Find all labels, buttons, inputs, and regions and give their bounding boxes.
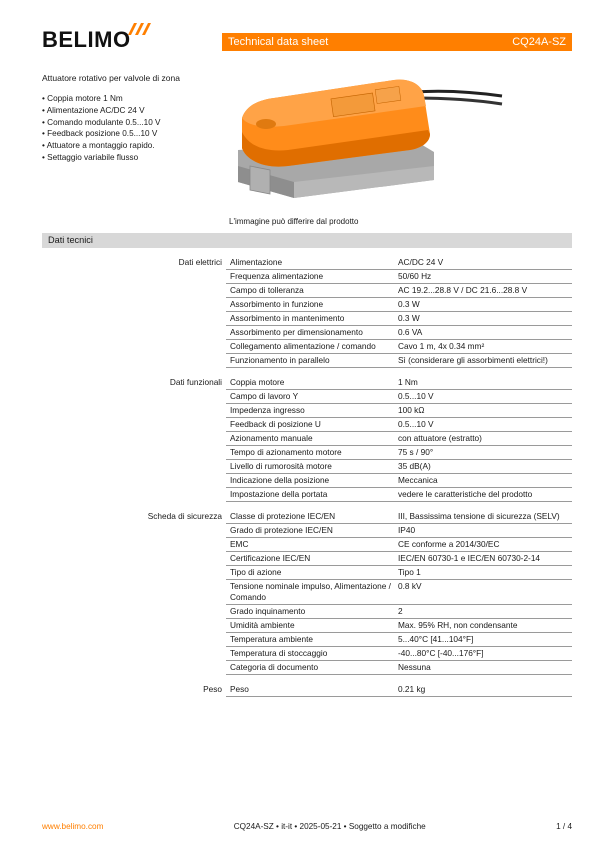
table-row (226, 474, 572, 488)
table-row (226, 390, 572, 404)
website-link[interactable]: www.belimo.com (42, 822, 104, 831)
technical-data (42, 256, 572, 705)
table-row (226, 340, 572, 354)
table-row (226, 432, 572, 446)
table-row (226, 418, 572, 432)
row-key: Coppia motore (230, 377, 285, 387)
feature-item: • Comando modulante 0.5...10 V (42, 117, 161, 129)
row-value: 1 Nm (398, 377, 418, 387)
table-row (226, 683, 572, 697)
table-row (226, 580, 572, 605)
row-key: Temperatura ambiente (230, 634, 314, 644)
row-key: Alimentazione (230, 257, 283, 267)
table-row (226, 566, 572, 580)
table-row (226, 619, 572, 633)
row-key: Assorbimento in funzione (230, 299, 324, 309)
feature-item: • Alimentazione AC/DC 24 V (42, 105, 161, 117)
row-value: 0.3 W (398, 299, 420, 309)
row-key: Azionamento manuale (230, 433, 313, 443)
table-row (226, 524, 572, 538)
group-label: Scheda di sicurezza (147, 511, 222, 521)
page-footer (42, 822, 572, 831)
row-value: Sì (considerare gli assorbimenti elettrici!) (398, 355, 548, 365)
row-value: IP40 (398, 525, 416, 535)
row-value: 5...40°C [41...104°F] (398, 634, 474, 644)
row-value: 50/60 Hz (398, 271, 432, 281)
row-value: Cavo 1 m, 4x 0.34 mm² (398, 341, 485, 351)
page-number: 1 / 4 (556, 822, 572, 831)
table-row (226, 446, 572, 460)
footer-info: CQ24A-SZ • it-it • 2025-05-21 • Soggetto a modifiche (233, 822, 426, 831)
table-row (226, 298, 572, 312)
row-key: Classe di protezione IEC/EN (230, 511, 336, 521)
row-value: 0.3 W (398, 313, 420, 323)
row-key: Funzionamento in parallelo (230, 355, 330, 365)
row-value: Tipo 1 (398, 567, 421, 577)
table-row (226, 326, 572, 340)
feature-item: • Attuatore a montaggio rapido. (42, 140, 161, 152)
row-key: Impedenza ingresso (230, 405, 305, 415)
table-row (226, 354, 572, 368)
group-weight (42, 683, 572, 697)
row-key: Collegamento alimentazione / comando (230, 341, 376, 351)
table-row (226, 605, 572, 619)
group-label: Dati elettrici (178, 257, 222, 267)
group-label: Peso (203, 684, 222, 694)
table-row (226, 661, 572, 675)
row-key: Assorbimento in mantenimento (230, 313, 345, 323)
group-safety (42, 510, 572, 675)
row-value: III, Bassissima tensione di sicurezza (SELV) (398, 511, 560, 521)
row-value: 35 dB(A) (398, 461, 431, 471)
row-key: Impostazione della portata (230, 489, 328, 499)
row-value: 2 (398, 606, 403, 616)
feature-item: • Feedback posizione 0.5...10 V (42, 128, 161, 140)
group-functional (42, 376, 572, 502)
header-bar (222, 33, 572, 51)
model-code: CQ24A-SZ (512, 36, 566, 48)
table-row (226, 488, 572, 502)
brand-name: BELIMO (42, 27, 131, 52)
row-key: EMC (230, 539, 249, 549)
row-key: Grado di protezione IEC/EN (230, 525, 333, 535)
table-row (226, 256, 572, 270)
row-key: Livello di rumorosità motore (230, 461, 332, 471)
brand-logo (42, 27, 131, 53)
group-electrical (42, 256, 572, 368)
row-value: 0.6 VA (398, 327, 423, 337)
row-key: Umidità ambiente (230, 620, 295, 630)
brand-mark-icon (126, 21, 152, 37)
row-key: Peso (230, 684, 249, 694)
row-key: Feedback di posizione U (230, 419, 321, 429)
feature-list (42, 93, 161, 164)
row-key: Grado inquinamento (230, 606, 306, 616)
row-value: Max. 95% RH, non condensante (398, 620, 518, 630)
row-value: CE conforme a 2014/30/EC (398, 539, 500, 549)
table-row (226, 376, 572, 390)
row-key: Tempo di azionamento motore (230, 447, 342, 457)
document-title: Technical data sheet (228, 36, 329, 48)
table-row (226, 312, 572, 326)
row-key: Assorbimento per dimensionamento (230, 327, 363, 337)
row-value: con attuatore (estratto) (398, 433, 482, 443)
row-key: Campo di lavoro Y (230, 391, 299, 401)
feature-item: • Settaggio variabile flusso (42, 152, 161, 164)
row-value: 0.8 kV (398, 581, 422, 591)
product-image (224, 70, 504, 220)
table-row (226, 633, 572, 647)
row-value: Nessuna (398, 662, 431, 672)
row-value: 0.5...10 V (398, 391, 434, 401)
table-row (226, 404, 572, 418)
table-row (226, 284, 572, 298)
row-value: 0.5...10 V (398, 419, 434, 429)
section-title: Dati tecnici (42, 233, 572, 248)
row-key: Categoria di documento (230, 662, 319, 672)
row-value: 100 kΩ (398, 405, 425, 415)
row-value: -40...80°C [-40...176°F] (398, 648, 484, 658)
row-key: Certificazione IEC/EN (230, 553, 311, 563)
image-caption: L'immagine può differire dal prodotto (229, 217, 359, 226)
feature-item: • Coppia motore 1 Nm (42, 93, 161, 105)
row-value: AC/DC 24 V (398, 257, 444, 267)
table-row (226, 552, 572, 566)
row-value: AC 19.2...28.8 V / DC 21.6...28.8 V (398, 285, 528, 295)
table-row (226, 270, 572, 284)
row-key: Temperatura di stoccaggio (230, 648, 328, 658)
row-key: Frequenza alimentazione (230, 271, 324, 281)
row-value: IEC/EN 60730-1 e IEC/EN 60730-2-14 (398, 553, 541, 563)
row-key: Tensione nominale impulso, Alimentazione / Comando (230, 581, 391, 602)
row-key: Indicazione della posizione (230, 475, 330, 485)
row-value: 75 s / 90° (398, 447, 434, 457)
product-subtitle: Attuatore rotativo per valvole di zona (42, 73, 180, 83)
table-row (226, 647, 572, 661)
row-value: 0.21 kg (398, 684, 426, 694)
table-row (226, 538, 572, 552)
table-row (226, 460, 572, 474)
row-value: vedere le caratteristiche del prodotto (398, 489, 533, 499)
row-key: Tipo di azione (230, 567, 282, 577)
row-value: Meccanica (398, 475, 438, 485)
group-label: Dati funzionali (169, 377, 222, 387)
table-row (226, 510, 572, 524)
row-key: Campo di tolleranza (230, 285, 304, 295)
